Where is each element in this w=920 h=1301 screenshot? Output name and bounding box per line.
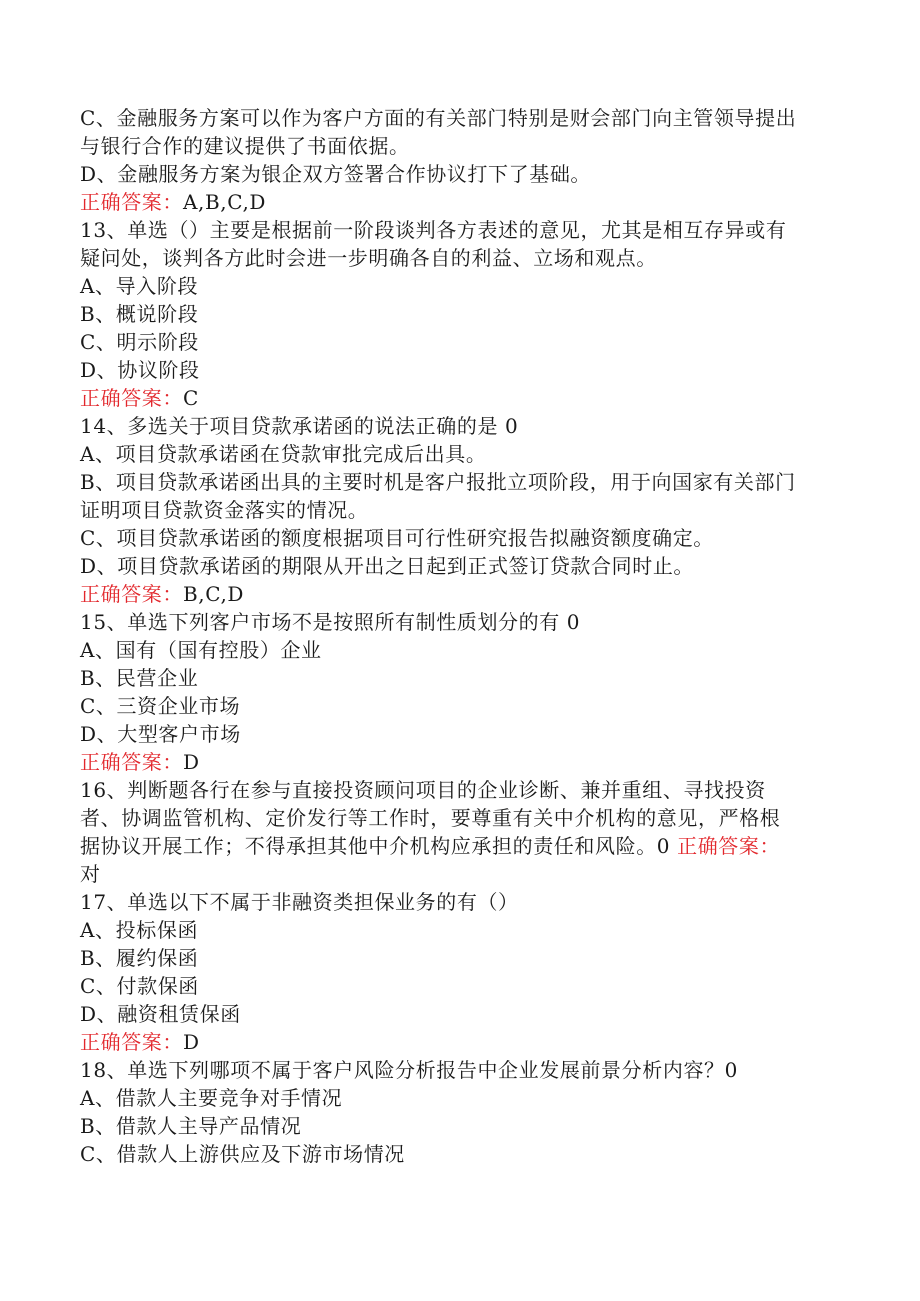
answer-label: 正确答案： <box>677 834 781 858</box>
question-17-option-c: C、付款保函 <box>80 974 199 998</box>
answer-value: C <box>183 386 199 410</box>
question-13-option-c: C、明示阶段 <box>80 330 199 354</box>
question-15-option-d: D、大型客户市场 <box>80 722 241 746</box>
question-14-option-b-continued: 证明项目贷款资金落实的情况。 <box>80 498 369 522</box>
option-c-continued: 与银行合作的建议提供了书面依据。 <box>80 134 410 158</box>
question-15-option-b: B、民营企业 <box>80 666 199 690</box>
question-14-option-a: A、项目贷款承诺函在贷款审批完成后出具。 <box>80 442 487 466</box>
answer-15 <box>80 748 840 776</box>
question-13-continued: 疑问处，谈判各方此时会进一步明确各自的利益、立场和观点。 <box>80 246 657 270</box>
answer-12 <box>80 188 840 216</box>
answer-14 <box>80 580 840 608</box>
question-15-option-a: A、国有（国有控股）企业 <box>80 638 322 662</box>
answer-label: 正确答案： <box>80 582 183 606</box>
question-15-option-c: C、三资企业市场 <box>80 694 241 718</box>
question-16-continued: 者、协调监管机构、定价发行等工作时，要尊重有关中介机构的意见，严格根 <box>80 806 781 830</box>
question-17-option-b: B、履约保函 <box>80 946 199 970</box>
question-17-option-d: D、融资租赁保函 <box>80 1002 241 1026</box>
question-14-option-d: D、项目贷款承诺函的期限从开出之日起到正式签订贷款合同时止。 <box>80 554 695 578</box>
question-18-option-a: A、借款人主要竞争对手情况 <box>80 1086 343 1110</box>
question-16: 16、判断题各行在参与直接投资顾问项目的企业诊断、兼并重组、寻找投资 <box>80 778 766 802</box>
answer-label: 正确答案： <box>80 1030 183 1054</box>
option-c: C、金融服务方案可以作为客户方面的有关部门特别是财会部门向主管领导提出 <box>80 106 797 130</box>
question-14-option-b: B、项目贷款承诺函出具的主要时机是客户报批立项阶段，用于向国家有关部门 <box>80 470 796 494</box>
question-14: 14、多选关于项目贷款承诺函的说法正确的是 0 <box>80 414 519 438</box>
question-18-option-c: C、借款人上游供应及下游市场情况 <box>80 1142 405 1166</box>
answer-value: B,C,D <box>183 582 245 606</box>
answer-13 <box>80 384 840 412</box>
answer-16-value: 对 <box>80 862 101 886</box>
answer-label: 正确答案： <box>80 386 183 410</box>
document-page <box>80 104 840 1168</box>
question-18: 18、单选下列哪项不属于客户风险分析报告中企业发展前景分析内容？0 <box>80 1058 738 1082</box>
option-d: D、金融服务方案为银企双方签署合作协议打下了基础。 <box>80 162 592 186</box>
question-16-continued-2 <box>80 832 840 860</box>
answer-value: D <box>183 750 200 774</box>
question-13-option-d: D、协议阶段 <box>80 358 200 382</box>
answer-label: 正确答案： <box>80 750 183 774</box>
answer-value: D <box>183 1030 200 1054</box>
answer-label: 正确答案： <box>80 190 183 214</box>
answer-17 <box>80 1028 840 1056</box>
question-13-option-a: A、导入阶段 <box>80 274 199 298</box>
question-18-option-b: B、借款人主导产品情况 <box>80 1114 302 1138</box>
question-17-option-a: A、投标保函 <box>80 918 199 942</box>
question-14-option-c: C、项目贷款承诺函的额度根据项目可行性研究报告拟融资额度确定。 <box>80 526 714 550</box>
question-13-option-b: B、概说阶段 <box>80 302 199 326</box>
question-15: 15、单选下列客户市场不是按照所有制性质划分的有 0 <box>80 610 581 634</box>
question-16-text: 据协议开展工作；不得承担其他中介机构应承担的责任和风险。0 <box>80 834 678 858</box>
answer-value: A,B,C,D <box>183 190 267 214</box>
question-17: 17、单选以下不属于非融资类担保业务的有（） <box>80 890 519 914</box>
question-13: 13、单选（）主要是根据前一阶段谈判各方表述的意见，尤其是相互存异或有 <box>80 218 787 242</box>
